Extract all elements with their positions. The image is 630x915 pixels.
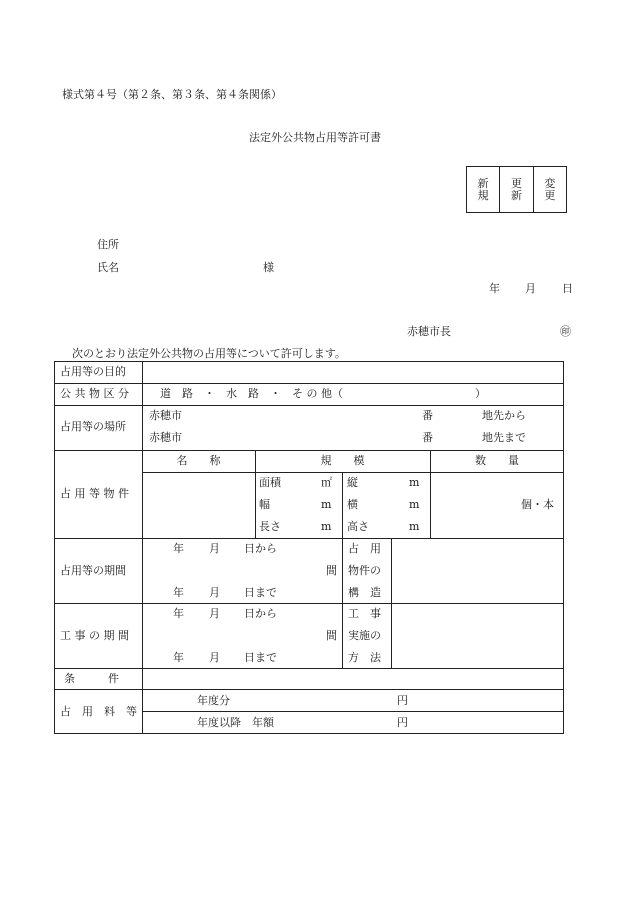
location-from: 地先から	[482, 409, 526, 422]
height-unit: m	[409, 520, 420, 533]
type-new-line2: 規	[477, 188, 489, 202]
form-number: 様式第４号（第２条、第３条、第４条関係）	[62, 88, 282, 101]
structure-label-2: 物件の	[348, 564, 381, 577]
category-label: 公 共 物 区 分	[60, 387, 129, 400]
col-scale: 規 模	[320, 454, 365, 467]
address-label: 住所	[97, 238, 119, 251]
period-from-day: 日から	[244, 542, 277, 555]
fee-yen-2: 円	[397, 716, 408, 729]
date-month: 月	[525, 282, 536, 295]
type-change-line1: 変	[544, 176, 556, 190]
honorific: 様	[263, 261, 274, 274]
location-city-1: 赤穂市	[149, 409, 182, 422]
type-change[interactable]	[533, 167, 566, 212]
location-to: 地先まで	[482, 431, 526, 444]
vertical-label: 縦	[347, 476, 358, 489]
object-label: 占 用 等 物 件	[60, 487, 129, 500]
type-new-line1: 新	[477, 176, 489, 190]
pieces-label: 個・本	[521, 498, 554, 511]
structure-label-3: 構 造	[348, 586, 381, 599]
period-from-month: 月	[209, 542, 220, 555]
location-city-2: 赤穂市	[149, 431, 182, 444]
date-day: 日	[562, 282, 573, 295]
application-type-box	[466, 166, 567, 213]
banchi-2: 番	[422, 431, 433, 444]
type-new[interactable]	[467, 167, 499, 212]
date-year: 年	[489, 282, 500, 295]
length-label: 長さ	[259, 520, 281, 533]
purpose-label: 占用等の目的	[60, 365, 126, 378]
type-renewal[interactable]	[499, 167, 532, 212]
category-options[interactable]: 道 路 ・ 水 路 ・ そ の 他（ ）	[160, 387, 486, 400]
work-to-year: 年	[173, 651, 184, 664]
work-from-year: 年	[173, 607, 184, 620]
intro-text: 次のとおり法定外公共物の占用等について許可します。	[72, 347, 346, 360]
type-renewal-line1: 更	[510, 176, 522, 190]
width-unit: m	[321, 498, 332, 511]
period-to-day: 日まで	[244, 586, 277, 599]
horizontal-label: 横	[347, 498, 358, 511]
permit-table	[54, 361, 564, 734]
conditions-label: 条 件	[64, 672, 119, 685]
fee-row-2: 年度以降 年額	[197, 716, 274, 729]
structure-label-1: 占 用	[348, 542, 381, 555]
height-label: 高さ	[347, 520, 369, 533]
area-label: 面積	[259, 476, 281, 489]
document-title: 法定外公共物占用等許可書	[249, 131, 381, 144]
horizontal-unit: m	[409, 498, 420, 511]
fee-row-1: 年度分	[197, 694, 230, 707]
banchi-1: 番	[422, 409, 433, 422]
work-to-day: 日まで	[244, 651, 277, 664]
method-label-1: 工 事	[348, 607, 381, 620]
length-unit: m	[321, 520, 332, 533]
purpose-field[interactable]	[143, 362, 563, 383]
fee-label: 占 用 料 等	[60, 705, 137, 718]
method-label-3: 方 法	[348, 651, 381, 664]
work-to-month: 月	[209, 651, 220, 664]
period-to-year: 年	[173, 586, 184, 599]
work-kan: 間	[326, 629, 337, 642]
location-label: 占用等の場所	[60, 420, 126, 433]
vertical-unit: m	[409, 476, 420, 489]
period-kan: 間	[326, 564, 337, 577]
type-renewal-line2: 新	[510, 188, 522, 202]
col-name: 名 称	[176, 454, 221, 467]
area-unit: ㎡	[321, 476, 332, 489]
period-from-year: 年	[173, 542, 184, 555]
width-label: 幅	[259, 498, 270, 511]
name-label: 氏名	[97, 261, 119, 274]
work-period-label: 工 事 の 期 間	[60, 629, 129, 642]
work-from-month: 月	[209, 607, 220, 620]
period-to-month: 月	[209, 586, 220, 599]
period-label: 占用等の期間	[60, 564, 126, 577]
work-from-day: 日から	[244, 607, 277, 620]
fee-yen-1: 円	[397, 694, 408, 707]
issuer-title: 赤穂市長	[407, 325, 451, 338]
col-quantity: 数 量	[475, 454, 519, 467]
type-change-line2: 更	[544, 188, 556, 202]
seal-mark: ㊞	[560, 325, 571, 338]
method-label-2: 実施の	[348, 629, 381, 642]
